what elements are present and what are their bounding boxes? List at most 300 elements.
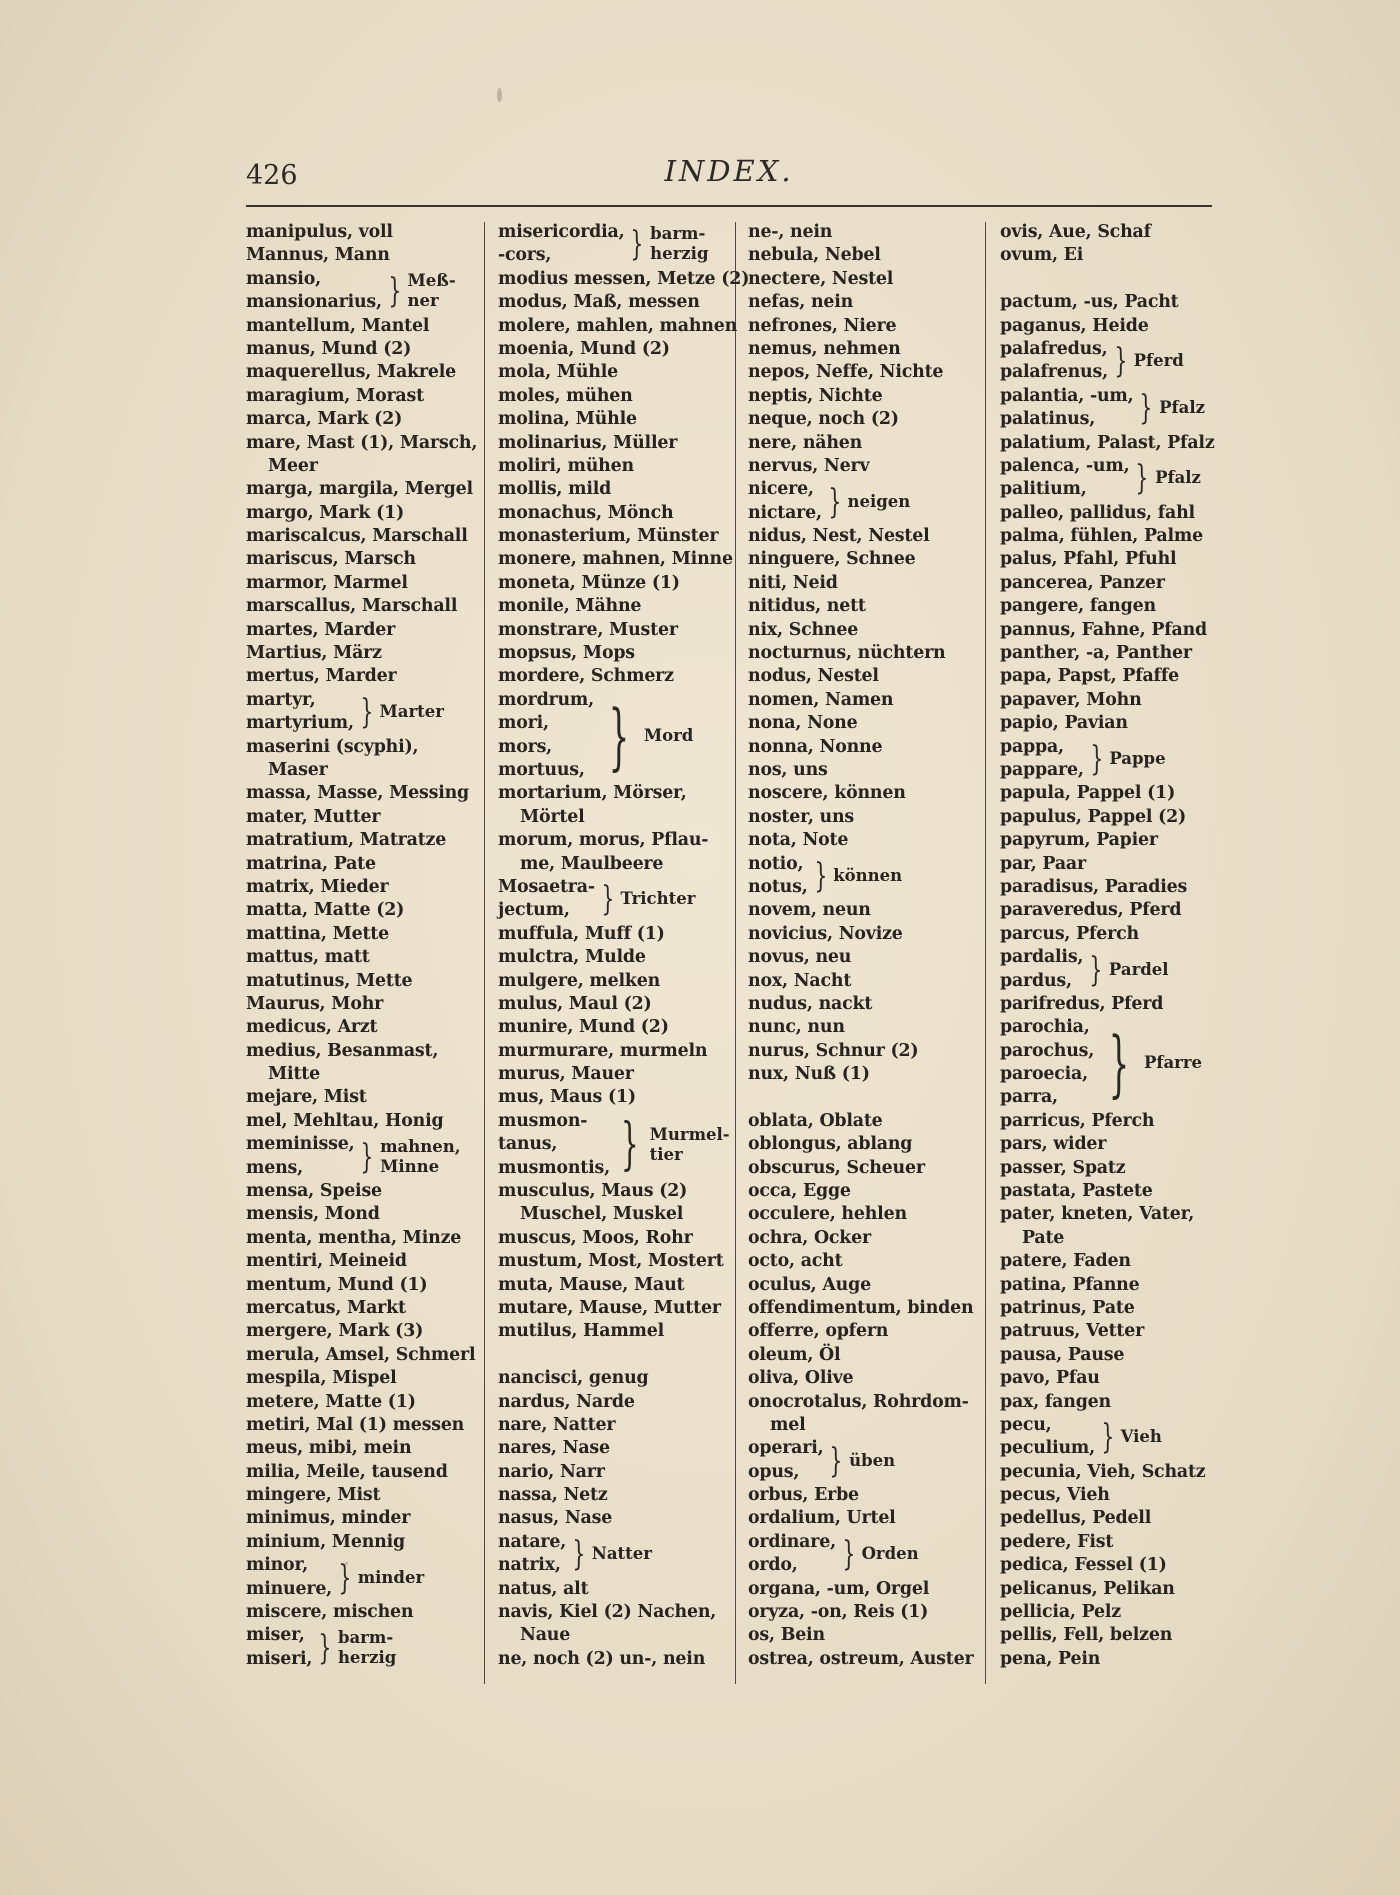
index-entry: nona, None (748, 713, 858, 734)
column-divider (735, 222, 736, 1684)
index-entry: novem, neun (748, 900, 871, 921)
index-headword: parochia, (1000, 1017, 1090, 1038)
index-entry: papa, Papst, Pfaffe (1000, 666, 1179, 687)
index-entry: marca, Mark (2) (246, 409, 403, 430)
column-divider (484, 222, 485, 1684)
index-entry: papio, Pavian (1000, 713, 1128, 734)
brace-icon: } (1089, 949, 1103, 990)
index-entry: martes, Marder (246, 619, 396, 640)
index-entry: maserini (scyphi), (246, 736, 419, 757)
index-entry-group (1000, 736, 1222, 783)
index-entry: monachus, Mönch (498, 502, 674, 523)
index-entry: noscere, können (748, 783, 906, 804)
index-entry: muffula, Muff (1) (498, 923, 665, 944)
index-entry: parricus, Pferch (1000, 1110, 1155, 1131)
index-entry: mattus, matt (246, 947, 370, 968)
index-gloss: Orden (861, 1544, 919, 1564)
index-entry-group (748, 478, 978, 525)
index-entry: pecunia, Vieh, Schatz (1000, 1461, 1206, 1482)
index-entry: occulere, hehlen (748, 1204, 907, 1225)
index-entry: massa, Masse, Messing (246, 783, 470, 804)
index-entry: menta, mentha, Minze (246, 1227, 462, 1248)
brace-icon: } (630, 224, 644, 265)
index-entry: mordere, Schmerz (498, 666, 674, 687)
index-headword: mansio, (246, 268, 321, 289)
index-entry: moliri, mühen (498, 455, 634, 476)
index-headword: natrix, (498, 1555, 561, 1576)
index-gloss: Natter (591, 1544, 652, 1564)
index-entry: nare, Natter (498, 1414, 616, 1435)
index-entry-continuation: Mörtel (520, 806, 585, 827)
index-entry: metiri, Mal (1) messen (246, 1414, 465, 1435)
index-entry: muta, Mause, Maut (498, 1274, 685, 1295)
index-entry-group (498, 689, 726, 783)
index-entry: mustum, Most, Mostert (498, 1251, 724, 1272)
index-entry: mattina, Mette (246, 923, 390, 944)
index-entry: nepos, Neffe, Nichte (748, 362, 944, 383)
index-entry: nomen, Namen (748, 689, 894, 710)
index-entry: milia, Meile, tausend (246, 1461, 448, 1482)
index-headword: miseri, (246, 1648, 313, 1669)
brace-icon: } (828, 481, 842, 522)
index-gloss: herzig (650, 244, 709, 264)
index-entry: palus, Pfahl, Pfuhl (1000, 549, 1177, 570)
index-entry: pellis, Fell, belzen (1000, 1625, 1173, 1646)
index-entry-continuation: Muschel, Muskel (520, 1204, 684, 1225)
index-entry: mortarium, Mörser, (498, 783, 687, 804)
index-entry-group (498, 1110, 730, 1180)
index-headword: pecu, (1000, 1414, 1052, 1435)
index-column-1 (246, 221, 478, 1671)
index-entry: oblata, Oblate (748, 1110, 883, 1131)
index-headword: martyr, (246, 689, 316, 710)
index-entry: nasus, Nase (498, 1508, 613, 1529)
index-headword: palatinus, (1000, 409, 1096, 430)
index-gloss: minder (357, 1567, 425, 1587)
page-header (246, 154, 1212, 204)
index-headword: mors, (498, 736, 553, 757)
index-entry: margo, Mark (1) (246, 502, 405, 523)
index-entry: matratium, Matratze (246, 830, 447, 851)
brace-icon: } (1108, 1021, 1130, 1106)
index-entry: occa, Egge (748, 1181, 851, 1202)
index-entry: nocturnus, nüchtern (748, 643, 946, 664)
index-entry: ne-, nein (748, 222, 833, 242)
index-headword: -cors, (498, 245, 552, 266)
index-entry-group (1000, 946, 1222, 993)
index-entry: musculus, Maus (2) (498, 1181, 688, 1202)
index-entry: manipulus, voll (246, 222, 393, 242)
index-headword: palafrenus, (1000, 362, 1108, 383)
index-entry: offerre, opfern (748, 1321, 889, 1342)
index-headword: mordrum, (498, 689, 594, 710)
section-gap (748, 1086, 978, 1109)
section-gap (498, 1344, 726, 1367)
index-entry: nidus, Nest, Nestel (748, 526, 930, 547)
index-entry: Mannus, Mann (246, 245, 390, 266)
index-entry: passer, Spatz (1000, 1157, 1126, 1178)
index-entry-group (748, 1531, 978, 1578)
index-headword: ordinare, (748, 1531, 836, 1552)
index-entry: molina, Mühle (498, 409, 637, 430)
index-entry-group (498, 876, 726, 923)
index-gloss: barm- (337, 1627, 394, 1647)
index-entry: mollis, mild (498, 479, 612, 500)
index-entry: nefrones, Niere (748, 315, 897, 336)
brace-icon: } (1101, 1417, 1115, 1458)
index-entry: munire, Mund (2) (498, 1017, 669, 1038)
index-entry: manus, Mund (2) (246, 338, 412, 359)
index-entry: mariscus, Marsch (246, 549, 416, 570)
index-entry-group (498, 221, 726, 268)
index-entry: mulctra, Mulde (498, 947, 646, 968)
index-gloss: Pappe (1109, 748, 1166, 768)
index-entry: nitidus, nett (748, 596, 866, 617)
index-entry: orbus, Erbe (748, 1485, 859, 1506)
index-entry: ninguere, Schnee (748, 549, 916, 570)
index-entry: pars, wider (1000, 1134, 1107, 1155)
index-entry: neptis, Nichte (748, 385, 883, 406)
index-entry: mulus, Maul (2) (498, 993, 652, 1014)
index-entry: nectere, Nestel (748, 268, 894, 289)
index-entry: mingere, Mist (246, 1485, 381, 1506)
index-entry: patere, Faden (1000, 1251, 1131, 1272)
index-entry: matta, Matte (2) (246, 900, 405, 921)
index-headword: palafredus, (1000, 338, 1108, 359)
index-gloss: Pardel (1108, 959, 1169, 979)
page-number: 426 (246, 160, 298, 191)
index-entry: matrix, Mieder (246, 876, 389, 897)
index-entry: molere, mahlen, mahnen (498, 315, 738, 336)
brace-icon: } (318, 1627, 332, 1668)
index-entry: mercatus, Markt (246, 1297, 406, 1318)
index-entry: merula, Amsel, Schmerl (246, 1344, 476, 1365)
index-entry: marscallus, Marschall (246, 596, 458, 617)
index-entry-group (246, 689, 471, 736)
brace-icon: } (1114, 341, 1128, 382)
index-gloss: Pfarre (1143, 1053, 1203, 1073)
index-gloss: Trichter (620, 889, 696, 909)
index-entry: ne, noch (2) un-, nein (498, 1648, 706, 1669)
index-gloss: Marter (379, 702, 444, 722)
index-entry: papulus, Pappel (2) (1000, 806, 1187, 827)
index-entry-group (498, 1531, 726, 1578)
index-entry: Martius, März (246, 643, 382, 664)
index-column-3 (748, 221, 978, 1671)
index-entry: nota, Note (748, 830, 849, 851)
index-entry: meus, mibi, mein (246, 1438, 412, 1459)
index-entry: nebula, Nebel (748, 245, 881, 266)
index-entry: mulgere, melken (498, 970, 661, 991)
index-entry: monere, mahnen, Minne (498, 549, 733, 570)
index-entry: ovum, Ei (1000, 245, 1084, 266)
index-headword: mori, (498, 713, 549, 734)
index-gloss: ner (407, 291, 439, 311)
index-entry: nancisci, genug (498, 1368, 649, 1389)
index-entry: mensis, Mond (246, 1204, 380, 1225)
index-entry: pactum, -us, Pacht (1000, 292, 1179, 313)
index-gloss: Murmel- (649, 1124, 730, 1144)
index-entry: navis, Kiel (2) Nachen, (498, 1602, 717, 1623)
brace-icon: } (1090, 738, 1104, 779)
index-entry: nares, Nase (498, 1438, 610, 1459)
index-entry: mola, Mühle (498, 362, 618, 383)
index-entry: minium, Mennig (246, 1531, 405, 1552)
index-entry-continuation: me, Maulbeere (520, 853, 664, 874)
index-gloss: Pferd (1133, 351, 1184, 371)
brace-icon: } (813, 855, 827, 896)
index-entry: paganus, Heide (1000, 315, 1149, 336)
brace-icon: } (360, 692, 374, 733)
index-entry: oryza, -on, Reis (1) (748, 1602, 929, 1623)
index-entry: ostrea, ostreum, Auster (748, 1648, 974, 1669)
index-entry: morum, morus, Pflau- (498, 830, 709, 851)
index-entry: par, Paar (1000, 853, 1086, 874)
index-headword: palantia, -um, (1000, 385, 1134, 406)
index-entry: mariscalcus, Marschall (246, 526, 468, 547)
index-gloss: herzig (337, 1647, 397, 1667)
index-entry: pater, kneten, Vater, (1000, 1204, 1195, 1225)
index-gloss: Minne (380, 1156, 440, 1176)
index-headword: Mosaetra- (498, 876, 595, 897)
index-entry-group (1000, 385, 1222, 432)
index-headword: parochus, (1000, 1040, 1095, 1061)
index-headword: mortuus, (498, 759, 585, 780)
index-entry: mater, Mutter (246, 806, 381, 827)
index-entry: mutare, Mause, Mutter (498, 1297, 721, 1318)
index-entry: patruus, Vetter (1000, 1321, 1145, 1342)
brace-icon: } (572, 1534, 586, 1575)
index-entry: nardus, Narde (498, 1391, 635, 1412)
index-entry: mutilus, Hammel (498, 1321, 665, 1342)
index-entry: mentum, Mund (1) (246, 1274, 428, 1295)
brace-icon: } (1139, 388, 1153, 429)
brace-icon: } (1135, 458, 1149, 499)
index-headword: misericordia, (498, 222, 625, 242)
index-entry: moles, mühen (498, 385, 633, 406)
index-entry: neque, noch (2) (748, 409, 899, 430)
index-entry: mejare, Mist (246, 1087, 367, 1108)
index-entry: nix, Schnee (748, 619, 859, 640)
paper-speck (497, 88, 502, 102)
index-entry: nemus, nehmen (748, 338, 901, 359)
index-entry: octo, acht (748, 1251, 843, 1272)
index-entry: patina, Pfanne (1000, 1274, 1140, 1295)
index-entry: nefas, nein (748, 292, 854, 313)
index-entry: ordalium, Urtel (748, 1508, 896, 1529)
index-entry: pedellus, Pedell (1000, 1508, 1152, 1529)
index-entry: panther, -a, Panther (1000, 643, 1192, 664)
index-entry: pannus, Fahne, Pfand (1000, 619, 1208, 640)
index-headword: operari, (748, 1438, 824, 1459)
index-headword: minuere, (246, 1578, 333, 1599)
index-headword: natare, (498, 1531, 567, 1552)
index-entry: muscus, Moos, Rohr (498, 1227, 693, 1248)
brace-icon: } (601, 879, 615, 920)
index-entry: marga, margila, Mergel (246, 479, 473, 500)
index-entry: mopsus, Mops (498, 643, 635, 664)
index-headword: palenca, -um, (1000, 455, 1130, 476)
index-entry-group (246, 1554, 471, 1601)
index-headword: parra, (1000, 1087, 1058, 1108)
index-entry: modus, Maß, messen (498, 292, 700, 313)
index-entry: novus, neu (748, 947, 852, 968)
index-entry-group (246, 268, 471, 315)
index-entry: pancerea, Panzer (1000, 572, 1165, 593)
index-entry: parifredus, Pferd (1000, 993, 1164, 1014)
index-entry-continuation: Mitte (268, 1064, 320, 1085)
index-entry: nere, nähen (748, 432, 863, 453)
index-entry-group (748, 853, 978, 900)
index-entry: miscere, mischen (246, 1602, 414, 1623)
index-entry: mare, Mast (1), Marsch, (246, 432, 478, 453)
index-entry: maragium, Morast (246, 385, 424, 406)
index-entry: nox, Nacht (748, 970, 852, 991)
brace-icon: } (620, 1111, 639, 1177)
index-entry: metere, Matte (1) (246, 1391, 416, 1412)
index-entry: oleum, Öl (748, 1344, 841, 1365)
index-entry: offendimentum, binden (748, 1297, 974, 1318)
index-column-4 (1000, 221, 1222, 1671)
index-entry-group (1000, 1016, 1222, 1110)
index-entry: nunc, nun (748, 1017, 845, 1038)
index-headword: opus, (748, 1461, 800, 1482)
index-entry: papula, Pappel (1) (1000, 783, 1176, 804)
brace-icon: } (360, 1136, 374, 1177)
index-entry: monile, Mähne (498, 596, 642, 617)
index-gloss: Mord (643, 725, 694, 745)
index-entry: matrina, Pate (246, 853, 376, 874)
index-entry: maquerellus, Makrele (246, 362, 456, 383)
index-headword: paroecia, (1000, 1064, 1088, 1085)
index-entry-continuation: mel (770, 1414, 806, 1435)
index-entry: pedere, Fist (1000, 1531, 1114, 1552)
index-gloss: tier (649, 1144, 683, 1164)
index-entry: monstrare, Muster (498, 619, 678, 640)
index-entry: murus, Mauer (498, 1064, 634, 1085)
page-title: INDEX. (664, 154, 794, 188)
index-headword: jectum, (498, 900, 570, 921)
index-entry: mergere, Mark (3) (246, 1321, 424, 1342)
index-headword: meminisse, (246, 1134, 355, 1155)
index-entry: onocrotalus, Rohrdom- (748, 1391, 969, 1412)
index-entry: nos, uns (748, 759, 828, 780)
index-entry: mertus, Marder (246, 666, 397, 687)
index-entry: paradisus, Paradies (1000, 876, 1188, 897)
index-entry: nurus, Schnur (2) (748, 1040, 919, 1061)
index-entry: medius, Besanmast, (246, 1040, 439, 1061)
index-entry: nonna, Nonne (748, 736, 883, 757)
index-entry-group (748, 1437, 978, 1484)
index-gloss: Meß- (407, 271, 456, 291)
index-entry: matutinus, Mette (246, 970, 413, 991)
index-gloss: neigen (847, 491, 911, 511)
index-entry-continuation: Maser (268, 759, 328, 780)
index-entry: mus, Maus (1) (498, 1087, 636, 1108)
index-entry-group (246, 1133, 471, 1180)
index-entry: oculus, Auge (748, 1274, 871, 1295)
index-entry-continuation: Naue (520, 1625, 571, 1646)
index-entry: pax, fangen (1000, 1391, 1111, 1412)
index-entry: marmor, Marmel (246, 572, 408, 593)
index-entry: ochra, Ocker (748, 1227, 871, 1248)
index-headword: nictare, (748, 502, 822, 523)
index-entry: nassa, Netz (498, 1485, 608, 1506)
index-entry: pastata, Pastete (1000, 1181, 1153, 1202)
brace-icon: } (842, 1534, 856, 1575)
index-entry: nux, Nuß (1) (748, 1064, 870, 1085)
index-entry: nervus, Nerv (748, 455, 870, 476)
index-headword: pappare, (1000, 759, 1084, 780)
index-headword: martyrium, (246, 713, 354, 734)
index-entry: mantellum, Mantel (246, 315, 430, 336)
index-headword: musmon- (498, 1110, 588, 1131)
index-entry: nario, Narr (498, 1461, 605, 1482)
index-entry-group (1000, 338, 1222, 385)
index-entry: molinarius, Müller (498, 432, 678, 453)
brace-icon: } (388, 271, 402, 312)
index-entry: moneta, Münze (1) (498, 572, 680, 593)
index-headword: notio, (748, 853, 804, 874)
index-gloss: Vieh (1120, 1427, 1162, 1447)
index-entry: mel, Mehltau, Honig (246, 1110, 444, 1131)
index-gloss: können (833, 865, 903, 885)
index-entry: pausa, Pause (1000, 1344, 1125, 1365)
index-headword: miser, (246, 1625, 305, 1646)
index-entry: pavo, Pfau (1000, 1368, 1100, 1389)
index-entry: mentiri, Meineid (246, 1251, 407, 1272)
index-entry: monasterium, Münster (498, 526, 719, 547)
section-gap (1000, 268, 1222, 291)
index-headword: pardalis, (1000, 947, 1084, 968)
index-entry-group (1000, 1414, 1222, 1461)
index-gloss: mahnen, (380, 1136, 461, 1156)
brace-icon: } (829, 1440, 843, 1481)
index-gloss: barm- (650, 224, 706, 244)
index-entry: oblongus, ablang (748, 1134, 913, 1155)
index-entry: pellicia, Pelz (1000, 1602, 1121, 1623)
index-headword: minor, (246, 1555, 309, 1576)
index-entry: palatium, Palast, Pfalz (1000, 432, 1215, 453)
index-entry: Maurus, Mohr (246, 993, 384, 1014)
index-entry: murmurare, murmeln (498, 1040, 708, 1061)
index-entry: pecus, Vieh (1000, 1485, 1110, 1506)
index-entry: pena, Pein (1000, 1648, 1101, 1669)
index-headword: nicere, (748, 479, 814, 500)
index-headword: tanus, (498, 1134, 558, 1155)
index-entry: natus, alt (498, 1578, 589, 1599)
index-entry-continuation: Pate (1022, 1227, 1065, 1248)
index-entry: nudus, nackt (748, 993, 873, 1014)
column-divider (985, 222, 986, 1684)
index-headword: mens, (246, 1157, 303, 1178)
index-entry-group (1000, 455, 1222, 502)
index-entry: os, Bein (748, 1625, 825, 1646)
index-entry: papaver, Mohn (1000, 689, 1142, 710)
brace-icon: } (338, 1557, 352, 1598)
index-headword: palitium, (1000, 479, 1087, 500)
index-headword: notus, (748, 876, 808, 897)
index-entry: paraveredus, Pferd (1000, 900, 1182, 921)
index-entry: modius messen, Metze (2) (498, 268, 750, 289)
index-entry: noster, uns (748, 806, 855, 827)
index-entry-group (246, 1624, 471, 1671)
index-entry: patrinus, Pate (1000, 1297, 1135, 1318)
index-entry: obscurus, Scheuer (748, 1157, 925, 1178)
index-headword: mansionarius, (246, 292, 382, 313)
index-column-2 (498, 221, 750, 1671)
index-entry: parcus, Pferch (1000, 923, 1139, 944)
